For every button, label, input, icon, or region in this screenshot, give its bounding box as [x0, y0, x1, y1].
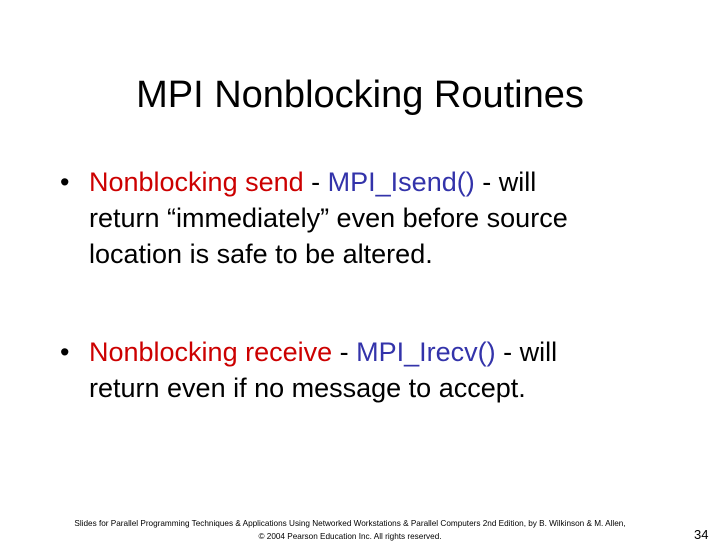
- routine-mpi-irecv: MPI_Irecv(): [356, 337, 496, 367]
- routine-mpi-isend: MPI_Isend(): [327, 167, 475, 197]
- bullet-line-1: [89, 164, 680, 200]
- page-number: 34: [694, 527, 709, 542]
- bullet-line-3: location is safe to be altered.: [89, 239, 433, 269]
- separator-will: - will: [474, 167, 537, 197]
- bullet-marker: •: [60, 337, 70, 367]
- separator: -: [332, 337, 357, 367]
- separator: -: [303, 167, 328, 197]
- slide-footer: [50, 517, 650, 543]
- bullet-line-2: return even if no message to accept.: [89, 373, 526, 403]
- bullet-text: [89, 164, 680, 272]
- term-nonblocking-send: Nonblocking send: [89, 167, 304, 197]
- footer-credits: Slides for Parallel Programming Techniques & Applications Using Networked Workstations & Parallel Computers 2nd Edition, by B. Wilkinson & M. Allen,: [74, 519, 626, 528]
- bullet-nonblocking-send: [60, 164, 680, 272]
- bullet-nonblocking-receive: [60, 334, 680, 406]
- footer-copyright: © 2004 Pearson Education Inc. All rights reserved.: [258, 532, 442, 541]
- bullet-marker: •: [60, 167, 70, 197]
- slide-title: MPI Nonblocking Routines: [136, 74, 584, 116]
- bullet-text: [89, 334, 680, 406]
- bullet-line-1: [89, 334, 680, 370]
- bullet-line-2: return “immediately” even before source: [89, 203, 568, 233]
- term-nonblocking-receive: Nonblocking receive: [89, 337, 333, 367]
- separator-will: - will: [495, 337, 558, 367]
